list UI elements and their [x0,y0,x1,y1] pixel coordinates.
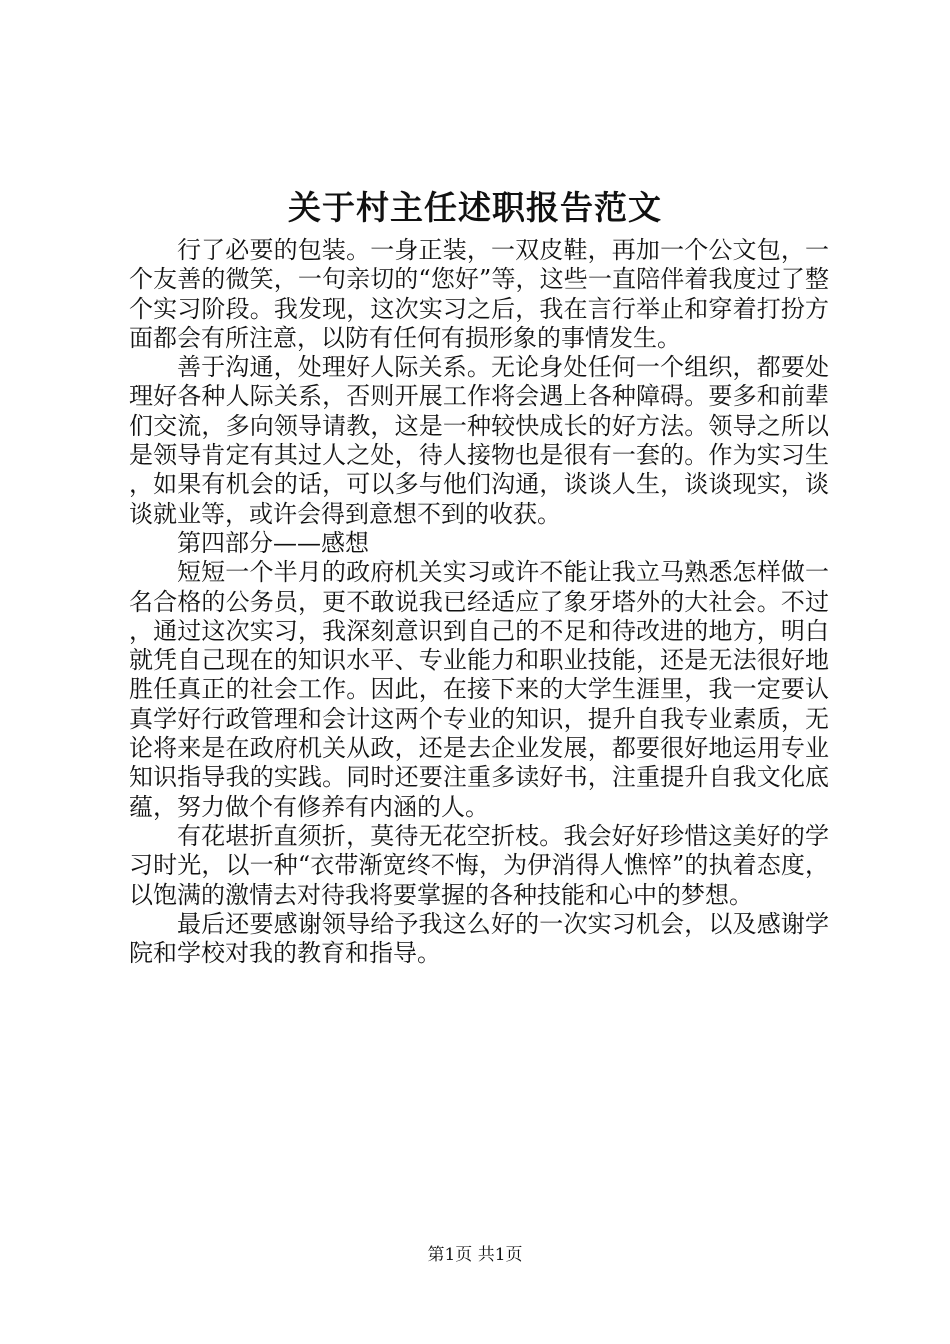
document-body [129,236,829,968]
paragraph-thanks: 最后还要感谢领导给予我这么好的一次实习机会，以及感谢学院和学校对我的教育和指导。 [129,909,829,968]
section-heading: 第四部分——感想 [177,528,369,557]
paragraph-reflection: 短短一个半月的政府机关实习或许不能让我立马熟悉怎样做一名合格的公务员，更不敢说我已经适应了象牙塔外的大社会。不过，通过这次实习，我深刻意识到自己的不足和待改进的地方，明白就凭自己现在的知识水平、专业能力和职业技能，还是无法很好地胜任真正的社会工作。因此，在接下来的大学生涯里，我一定要认真学好行政管理和会计这两个专业的知识，提升自我专业素质，无论将来是在政府机关从政，还是去企业发展，都要很好地运用专业知识指导我的实践。同时还要注重多读好书，注重提升自我文化底蕴，努力做个有修养有内涵的人。 [129,558,829,821]
paragraph-cherish-time: 有花堪折直须折，莫待无花空折枝。我会好好珍惜这美好的学习时光，以一种“衣带渐宽终不悔，为伊消得人憔悴”的执着态度，以饱满的激情去对待我将要掌握的各种技能和心中的梦想。 [129,821,829,909]
document-title: 关于村主任述职报告范文 [288,188,662,227]
paragraph-communication: 善于沟通，处理好人际关系。无论身处任何一个组织，都要处理好各种人际关系，否则开展工作将会遇上各种障碍。要多和前辈们交流，多向领导请教，这是一种较快成长的好方法。领导之所以是领导肯定有其过人之处，待人接物也是很有一套的。作为实习生，如果有机会的话，可以多与他们沟通，谈谈人生，谈谈现实，谈谈就业等，或许会得到意想不到的收获。 [129,353,829,528]
page-number: 第1页 共1页 [427,1245,523,1265]
paragraph-appearance: 行了必要的包装。一身正装，一双皮鞋，再加一个公文包，一个友善的微笑，一句亲切的“您好”等，这些一直陪伴着我度过了整个实习阶段。我发现，这次实习之后，我在言行举止和穿着打扮方面都会有所注意，以防有任何有损形象的事情发生。 [129,236,829,352]
